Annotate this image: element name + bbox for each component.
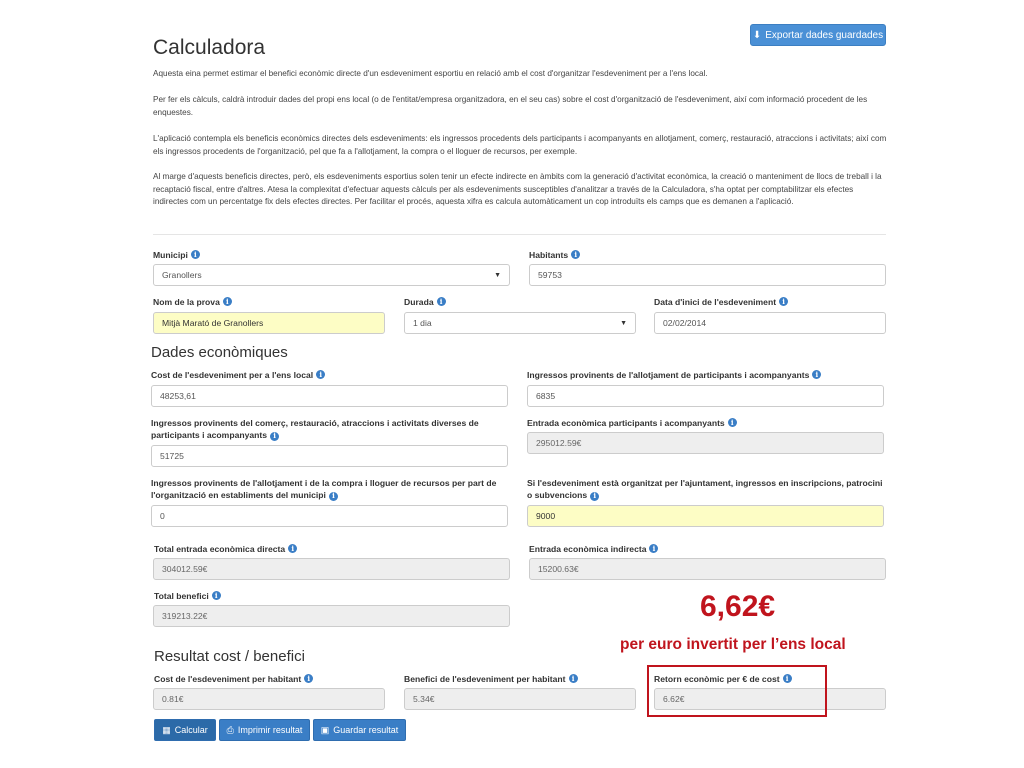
- organitzacio-input[interactable]: 0: [151, 505, 508, 527]
- info-icon[interactable]: i: [728, 418, 737, 427]
- info-icon[interactable]: i: [288, 544, 297, 553]
- comerc-input[interactable]: 51725: [151, 445, 508, 467]
- benefici-habitant-output: 5.34€: [404, 688, 636, 710]
- export-saved-data-button[interactable]: [750, 24, 886, 46]
- caret-down-icon: ▼: [620, 319, 627, 327]
- comerc-label: Ingressos provinents del comerç, restauració, atraccions i activitats diverses de participants i acompanyants i: [151, 418, 479, 440]
- export-button-label: Exportar dades guardades: [765, 29, 884, 41]
- durada-select[interactable]: 1 dia ▼: [404, 312, 636, 334]
- intro-paragraph-1: Aquesta eina permet estimar el benefici econòmic directe d'un esdeveniment esportiu en relació amb el cost d'organitzar l'esdeveniment per a l'ens local.: [153, 69, 708, 78]
- intro-paragraph-3: L'aplicació contempla els beneficis econòmics directes dels esdeveniments: els ingressos procedents dels participants i acompanyants en allotjament, comerç, restauració, atraccions i activitats; així com els ingressos procedents de l'organització, pel que fa a l'allotjament, la compra o el lloguer de recursos, per exemple.: [153, 134, 887, 156]
- retorn-highlight-box: [647, 665, 827, 717]
- cost-habitant-label: Cost de l'esdeveniment per habitant i: [154, 673, 313, 685]
- calculator-icon: ▦: [162, 724, 171, 735]
- info-icon[interactable]: i: [223, 297, 232, 306]
- data-inici-label: Data d'inici de l'esdeveniment i: [654, 296, 788, 308]
- cost-label: Cost de l'esdeveniment per a l'ens local i: [151, 369, 325, 381]
- total-directa-label: Total entrada econòmica directa i: [154, 543, 297, 555]
- nom-prova-input[interactable]: Mitjà Marató de Granollers: [153, 312, 385, 334]
- info-icon[interactable]: i: [569, 674, 578, 683]
- total-directa-output: 304012.59€: [153, 558, 510, 580]
- inscripcions-label: Si l'esdeveniment està organitzat per l'ajuntament, ingressos en inscripcions, patrocini o subvencions i: [527, 478, 883, 500]
- habitants-label: Habitants i: [529, 249, 580, 261]
- cost-habitant-output: 0.81€: [153, 688, 385, 710]
- calcular-button[interactable]: ▦ Calcular: [154, 719, 216, 741]
- economic-section-heading: Dades econòmiques: [151, 344, 288, 361]
- data-inici-input[interactable]: 02/02/2014: [654, 312, 886, 334]
- page-title: Calculadora: [153, 36, 266, 59]
- habitants-input[interactable]: 59753: [529, 264, 886, 286]
- return-callout-value: 6,62€: [700, 590, 776, 623]
- municipi-label: Municipi i: [153, 249, 200, 261]
- result-section-heading: Resultat cost / benefici: [154, 648, 305, 665]
- info-icon[interactable]: i: [270, 432, 279, 441]
- info-icon[interactable]: i: [571, 250, 580, 259]
- imprimir-button[interactable]: ⎙ Imprimir resultat: [219, 719, 310, 741]
- return-callout-caption: per euro invertit per l’ens local: [620, 636, 846, 653]
- durada-label: Durada i: [404, 296, 446, 308]
- indirecta-label: Entrada econòmica indirecta i: [529, 543, 658, 555]
- municipi-select[interactable]: Granollers ▼: [153, 264, 510, 286]
- info-icon[interactable]: i: [212, 591, 221, 600]
- nom-prova-label: Nom de la prova i: [153, 296, 232, 308]
- intro-paragraph-2: Per fer els càlculs, caldrà introduir dades del propi ens local (o de l'entitat/empresa organitzadora, en el seu cas) sobre el cost d'organització de l'esdeveniment, així com informació procedent de les enquestes.: [153, 95, 868, 117]
- indirecta-output: 15200.63€: [529, 558, 886, 580]
- retorn-label: Retorn econòmic per € de cost i: [654, 673, 792, 685]
- info-icon[interactable]: i: [590, 492, 599, 501]
- info-icon[interactable]: i: [779, 297, 788, 306]
- guardar-button[interactable]: ▣ Guardar resultat: [313, 719, 406, 741]
- info-icon[interactable]: i: [191, 250, 200, 259]
- print-icon: ⎙: [226, 724, 234, 735]
- retorn-output: 6.62€: [654, 688, 886, 710]
- entrada-participants-label: Entrada econòmica participants i acompanyants i: [527, 417, 737, 429]
- entrada-participants-output: 295012.59€: [527, 432, 884, 454]
- benefici-habitant-label: Benefici de l'esdeveniment per habitant i: [404, 673, 578, 685]
- cost-input[interactable]: 48253,61: [151, 385, 508, 407]
- organitzacio-label: Ingressos provinents de l'allotjament i de la compra i lloguer de recursos per part de l'organització en establiments del municipi i: [151, 478, 497, 500]
- intro-paragraph-4: Al marge d'aquests beneficis directes, però, els esdeveniments esportius solen tenir un efecte indirecte en àmbits com la generació d'activitat econòmica, la creació o manteniment de llocs de treball i la recaptació fiscal, entre d'altres. Atesa la complexitat d'efectuar aquests càlculs per als esdeveniments susceptibles d'analitzar a través de la Calculadora, s'ha optat per comptabilitzar els efectes indirectes com un percentatge fix dels efectes directes. Per facilitar el procés, aquesta xifra es calcula automàticament un cop introduïts els camps que es demanen a l'aplicació.: [153, 172, 882, 206]
- save-icon: ▣: [320, 724, 330, 735]
- allotjament-input[interactable]: 6835: [527, 385, 884, 407]
- info-icon[interactable]: i: [437, 297, 446, 306]
- info-icon[interactable]: i: [329, 492, 338, 501]
- info-icon[interactable]: i: [812, 370, 821, 379]
- allotjament-label: Ingressos provinents de l'allotjament de participants i acompanyants i: [527, 369, 821, 381]
- info-icon[interactable]: i: [304, 674, 313, 683]
- info-icon[interactable]: i: [649, 544, 658, 553]
- download-icon: ⬇: [752, 29, 762, 41]
- total-benefici-output: 319213.22€: [153, 605, 510, 627]
- info-icon[interactable]: i: [316, 370, 325, 379]
- info-icon[interactable]: i: [783, 674, 792, 683]
- inscripcions-input[interactable]: 9000: [527, 505, 884, 527]
- caret-down-icon: ▼: [494, 271, 501, 279]
- divider: [153, 234, 886, 235]
- total-benefici-label: Total benefici i: [154, 590, 221, 602]
